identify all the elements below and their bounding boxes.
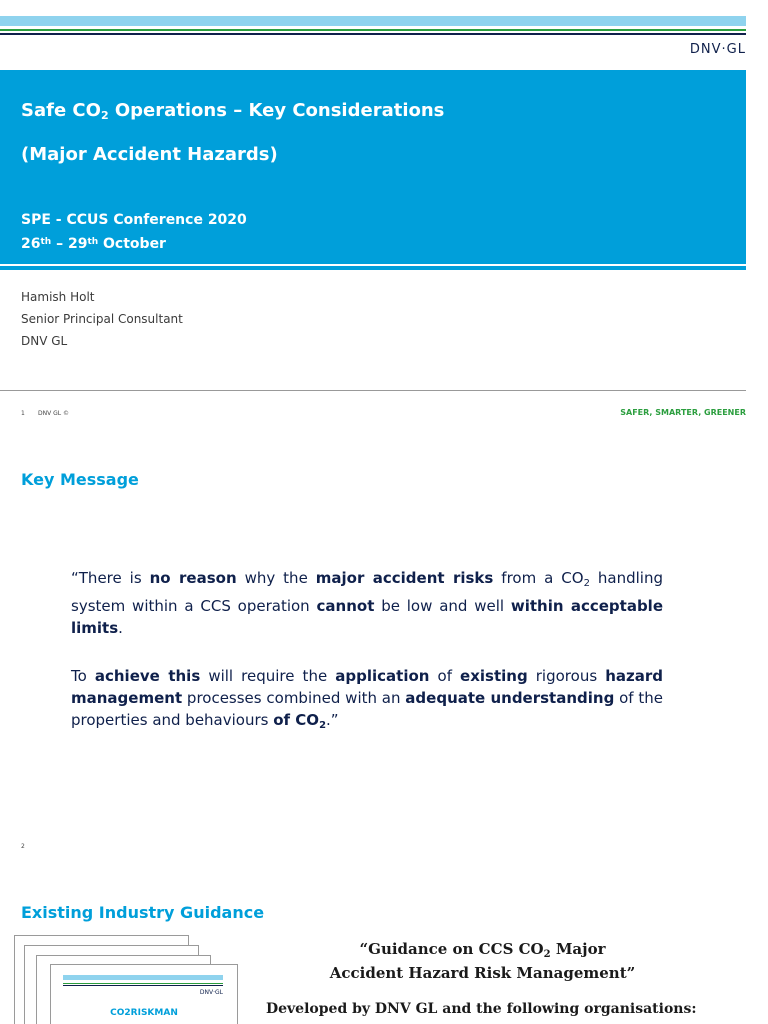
guidance-title-post: Major (550, 940, 606, 958)
quote-emphasis: no reason (149, 569, 237, 587)
quote-text: from a CO (493, 569, 584, 587)
quote-text: processes combined with an (182, 689, 406, 707)
guidance-title-pre: “Guidance on CCS CO (359, 940, 544, 958)
slide-title-line2: (Major Accident Hazards) (21, 144, 278, 165)
page-number: 1 (21, 410, 25, 417)
quote-text: .” (326, 711, 339, 729)
quote-emphasis: adequate understanding (405, 689, 615, 707)
footer-divider (0, 390, 746, 391)
slide-title (21, 100, 444, 122)
date-start: 26 (21, 236, 41, 252)
quote-text: be low and well (374, 597, 511, 615)
developed-by-text: Developed by DNV GL and the following organisations: (266, 1001, 697, 1017)
guidance-title-subscript: 2 (543, 949, 551, 960)
quote-text: why the (236, 569, 316, 587)
quote-subscript: 2 (583, 578, 590, 589)
date-start-suffix: th (40, 237, 52, 247)
quote-text: of the properties and behaviours (71, 689, 663, 729)
quote-emphasis: within acceptable limits (71, 597, 663, 637)
title-subscript: 2 (100, 109, 109, 122)
quote-text: “There is (71, 569, 150, 587)
quote-emphasis: achieve this (94, 667, 201, 685)
tagline: SAFER, SMARTER, GREENER (620, 408, 746, 417)
cover-rule-navy (63, 985, 223, 986)
quote-emphasis: existing (460, 667, 528, 685)
title-prefix: Safe CO (21, 100, 101, 121)
quote-emphasis: cannot (316, 597, 375, 615)
cover-rule-green (63, 983, 223, 984)
author-name: Hamish Holt (21, 290, 95, 304)
cover-band (63, 975, 223, 980)
quote-text: rigorous (527, 667, 606, 685)
conference-dates (21, 236, 166, 252)
cover-title: CO2RISKMAN (110, 1008, 178, 1018)
cover-logo: DNV·GL (199, 989, 223, 996)
quote-paragraph-1 (71, 567, 663, 639)
conference-name: SPE - CCUS Conference 2020 (21, 212, 247, 228)
quote-text: . (118, 619, 123, 637)
date-month: October (98, 236, 166, 252)
quote-emphasis: application (335, 667, 430, 685)
quote-emphasis-text: of CO (273, 711, 320, 729)
guidance-title-line1 (300, 940, 665, 964)
header-navy-rule (0, 33, 746, 35)
title-suffix: Operations – Key Considerations (108, 100, 445, 121)
quote-paragraph-2 (71, 665, 663, 737)
header-light-band (0, 16, 746, 26)
quote-emphasis: hazard management (71, 667, 663, 707)
page-number-2: 2 (21, 843, 25, 850)
author-company: DNV GL (21, 334, 68, 348)
key-message-heading: Key Message (21, 470, 139, 489)
title-block (0, 70, 746, 264)
copyright: DNV GL © (38, 410, 70, 417)
author-title: Senior Principal Consultant (21, 312, 183, 326)
existing-guidance-heading: Existing Industry Guidance (21, 903, 265, 922)
quote-subscript: 2 (319, 720, 327, 731)
quote-text: will require the (200, 667, 336, 685)
guidance-title (300, 940, 665, 983)
quote-text: To (71, 667, 95, 685)
document-cover (50, 964, 238, 1024)
guidance-title-line2: Accident Hazard Risk Management” (329, 964, 636, 982)
quote-emphasis (273, 711, 326, 729)
quote-text: handling system within a CCS operation (71, 569, 663, 615)
title-bottom-rule (0, 266, 746, 270)
quote-text: of (429, 667, 461, 685)
date-dash: – 29 (51, 236, 88, 252)
quote-emphasis: major accident risks (315, 569, 494, 587)
dnv-gl-logo: DNV·GL (689, 42, 746, 57)
date-end-suffix: th (87, 237, 99, 247)
header-green-rule (0, 29, 746, 31)
